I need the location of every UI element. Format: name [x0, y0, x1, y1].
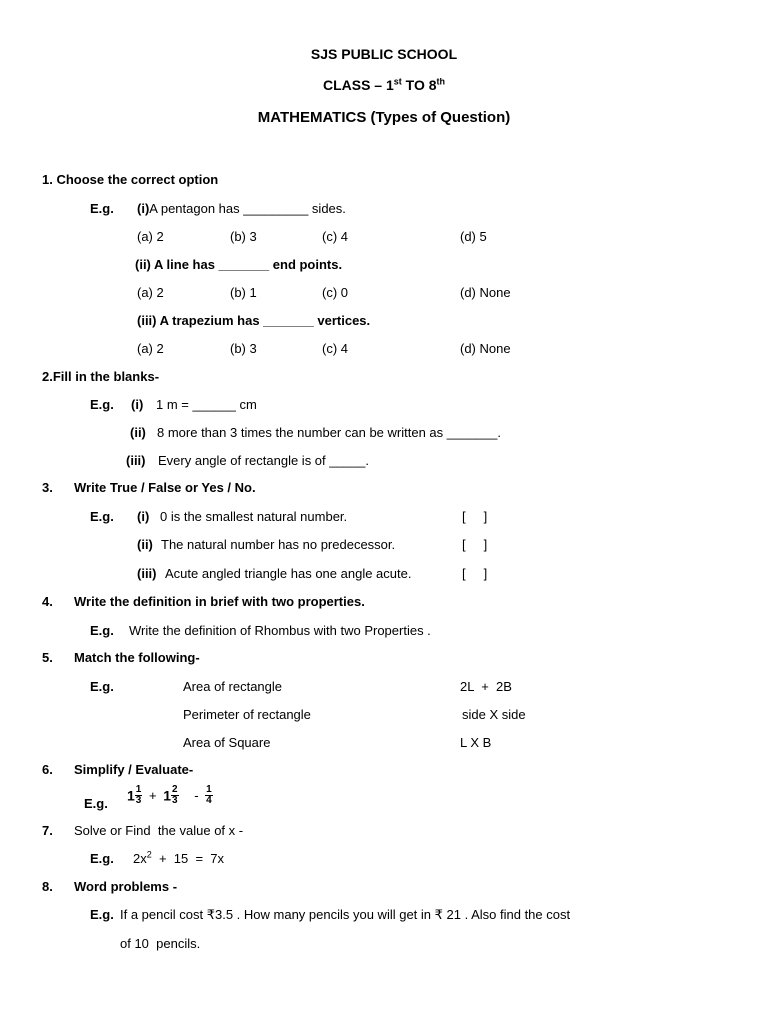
q1-iii-option-c: (c) 4 [322, 341, 348, 356]
q5-eg: E.g. [90, 679, 114, 694]
q1-ii-question: (ii) A line has _______ end points. [135, 257, 343, 272]
q1-iii-question: (iii) A trapezium has _______ vertices. [137, 313, 371, 328]
q4-number: 4. [42, 594, 53, 609]
subject-title: MATHEMATICS (Types of Question) [257, 109, 511, 126]
q2-i-text: 1 m = ______ cm [156, 397, 257, 412]
q5-title: Match the following- [74, 650, 200, 665]
q1-i-option-a: (a) 2 [137, 229, 164, 244]
match-right-item: side X side [462, 707, 526, 722]
q6-number: 6. [42, 762, 53, 777]
q2-ii-text: 8 more than 3 times the number can be written as _______. [157, 425, 501, 440]
q3-i-label: (i) [137, 509, 150, 524]
q7-eg: E.g. [90, 851, 114, 866]
q3-iii-text: Acute angled triangle has one angle acute. [165, 566, 412, 581]
q1-ii-option-c: (c) 0 [322, 285, 348, 300]
q2-iii-label: (iii) [126, 453, 146, 468]
q3-eg: E.g. [90, 509, 114, 524]
class-range: CLASS – 1st TO 8th [322, 76, 446, 93]
q1-iii-option-b: (b) 3 [230, 341, 257, 356]
match-left-item: Area of rectangle [183, 679, 283, 694]
q3-iii-answer-box: [ ] [462, 566, 488, 581]
q1-iii-option-d: (d) None [460, 341, 511, 356]
q8-number: 8. [42, 879, 53, 894]
q3-ii-answer-box: [ ] [462, 537, 488, 552]
q8-line-1: If a pencil cost ₹3.5 . How many pencils you will get in ₹ 21 . Also find the cost [120, 907, 571, 922]
q8-line-2: of 10 pencils. [120, 936, 201, 951]
q1-ii-option-b: (b) 1 [230, 285, 257, 300]
q4-text: Write the definition of Rhombus with two Properties . [129, 623, 431, 638]
q7-equation: $2x^2 + 15 = 7x$ [133, 849, 225, 866]
q8-eg: E.g. [90, 907, 114, 922]
q2-iii-text: Every angle of rectangle is of _____. [158, 453, 370, 468]
q5-number: 5. [42, 650, 53, 665]
q6-title: Simplify / Evaluate- [74, 762, 194, 777]
q1-i-option-b: (b) 3 [230, 229, 257, 244]
q2-ii-label: (ii) [130, 425, 146, 440]
q1-ii-option-d: (d) None [460, 285, 511, 300]
q3-number: 3. [42, 480, 53, 495]
q4-eg: E.g. [90, 623, 114, 638]
q1-i-question: (i)A pentagon has _________ sides. [137, 201, 346, 216]
q4-title: Write the definition in brief with two properties. [74, 594, 365, 609]
q6-eg: E.g. [84, 796, 108, 811]
match-right-item: 2L + 2B [460, 679, 512, 694]
q1-ii-option-a: (a) 2 [137, 285, 164, 300]
q2-eg: E.g. [90, 397, 114, 412]
q6-expression: 1 $\frac{1}{3}$ + 1 $\frac{2}{3}$ - $\frac{1}{4}$ [127, 784, 212, 807]
q1-i-option-d: (d) 5 [460, 229, 487, 244]
q3-i-answer-box: [ ] [462, 509, 488, 524]
q3-ii-label: (ii) [137, 537, 153, 552]
q1-title: 1. Choose the correct option [42, 172, 219, 187]
q1-iii-option-a: (a) 2 [137, 341, 164, 356]
match-left-item: Area of Square [183, 735, 271, 750]
q7-number: 7. [42, 823, 53, 838]
match-right-item: L X B [460, 735, 492, 750]
q2-title: 2.Fill in the blanks- [42, 369, 160, 384]
match-left-item: Perimeter of rectangle [183, 707, 311, 722]
q8-title: Word problems - [74, 879, 178, 894]
q1-i-option-c: (c) 4 [322, 229, 348, 244]
q3-title: Write True / False or Yes / No. [74, 480, 256, 495]
school-name: SJS PUBLIC SCHOOL [310, 46, 458, 62]
q2-i-label: (i) [131, 397, 144, 412]
q3-i-text: 0 is the smallest natural number. [160, 509, 348, 524]
q1-eg: E.g. [90, 201, 114, 216]
q7-title: Solve or Find the value of x - [74, 823, 244, 838]
q3-ii-text: The natural number has no predecessor. [161, 537, 396, 552]
q3-iii-label: (iii) [137, 566, 157, 581]
